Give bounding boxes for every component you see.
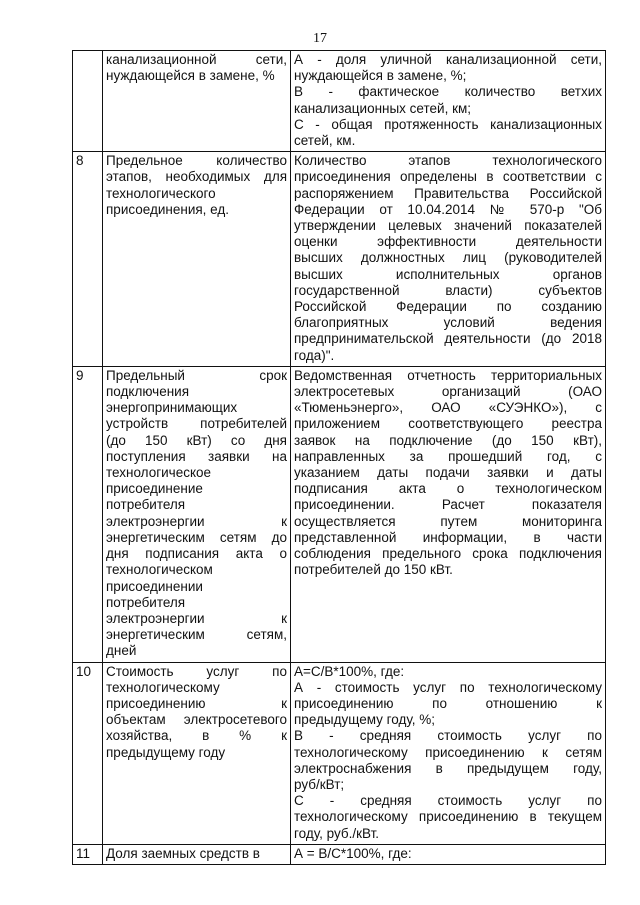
indicator-name-line: технологическом <box>106 562 213 578</box>
indicator-name-line: технологическое <box>106 465 212 481</box>
indicator-description-line: году, руб./кВт. <box>294 825 380 841</box>
indicator-name-line: технологического <box>106 185 216 201</box>
indicator-name-line: дней <box>106 643 137 659</box>
indicator-description-line: предпринимательской деятельности (до 2018 <box>294 331 602 347</box>
indicator-description-line: осуществляется путем мониторинга <box>294 513 602 529</box>
indicator-name-line: канализационной сети, <box>106 52 287 67</box>
row-number: 11 <box>73 844 103 864</box>
indicator-description-line: присоединению по отношению к <box>294 695 602 711</box>
indicator-description-line: благоприятных условий ведения <box>294 315 602 331</box>
indicator-name-line: потребителя <box>106 497 186 513</box>
indicator-name <box>103 844 291 864</box>
indicator-name-line: этапов, необходимых для <box>106 169 287 185</box>
indicator-description-line: направленных за прошедший год, с <box>294 448 602 464</box>
indicator-description-line: руб/кВт; <box>294 776 345 792</box>
indicator-description-line: соблюдения предельного срока подключения <box>294 546 602 562</box>
table-row <box>73 366 606 662</box>
indicator-name-line: дня подписания акта о <box>106 546 287 562</box>
indicator-name <box>103 51 291 152</box>
indicator-description-line: В - фактическое количество ветхих <box>294 84 602 100</box>
indicator-description-line: присоединения определены в соответствии с <box>294 169 602 185</box>
indicator-description-line: Количество этапов технологического <box>294 153 602 169</box>
indicator-description-line: приложением соответствующего реестра <box>294 416 602 432</box>
indicator-description-line: присоединении. Расчет показателя <box>294 497 602 513</box>
indicator-description <box>291 662 606 844</box>
indicator-name-line: объектам электросетевого <box>106 712 287 728</box>
row-number: 9 <box>73 366 103 662</box>
indicator-name-line: поступления заявки на <box>106 448 287 464</box>
table-row <box>73 844 606 864</box>
indicator-description-line: указанием даты подачи заявки и даты <box>294 465 602 481</box>
indicator-name-line: потребителя <box>106 594 186 610</box>
indicator-description <box>291 366 606 662</box>
indicator-name <box>103 662 291 844</box>
indicator-name-line: Доля заемных средств в <box>106 845 260 861</box>
indicator-name-line: Предельный срок <box>106 367 287 383</box>
indicator-name-line: технологическому <box>106 679 220 695</box>
indicator-name-line: энергопринимающих <box>106 400 238 416</box>
indicator-description-line: сетей, км. <box>294 133 356 149</box>
indicator-description <box>291 844 606 864</box>
indicator-description-line: технологическому присоединению в текущем <box>294 809 602 825</box>
indicator-name-line: энергетическим сетям до <box>106 529 287 545</box>
indicator-name-line: присоединению к <box>106 695 287 711</box>
table-row <box>73 662 606 844</box>
indicator-description-line: А = В/С*100%, где: <box>294 845 412 861</box>
indicator-name-line: устройств потребителей <box>106 416 287 432</box>
indicator-description-line: А - стоимость услуг по технологическому <box>294 679 602 695</box>
indicator-name <box>103 366 291 662</box>
indicator-name-line: хозяйства, в % к <box>106 728 287 744</box>
indicator-name-line: предыдущему году <box>106 744 226 760</box>
indicator-description-line: технологическому присоединению к сетям <box>294 744 602 760</box>
indicator-name <box>103 152 291 367</box>
indicator-name-line: энергетическим сетям, <box>106 627 287 643</box>
indicator-name-line: Стоимость услуг по <box>106 663 287 679</box>
indicator-description-line: Федерации от 10.04.2014 № 570-р "Об <box>294 201 602 217</box>
indicator-description-line: С - средняя стоимость услуг по <box>294 793 602 809</box>
indicator-description-line: А - доля уличной канализационной сети, <box>294 52 602 67</box>
indicator-description-line: канализационных сетей, км; <box>294 100 472 116</box>
indicator-description-line: предыдущему году, %; <box>294 712 436 728</box>
row-number <box>73 51 103 152</box>
indicator-description-line: С - общая протяженность канализационных <box>294 116 602 132</box>
indicator-description <box>291 51 606 152</box>
table-row <box>73 51 606 152</box>
indicator-description-line: Российской Федерации по созданию <box>294 299 602 315</box>
indicator-description-line: подписания акта о технологическом <box>294 481 602 497</box>
indicator-name-line: электроэнергии к <box>106 610 287 626</box>
table-row <box>73 152 606 367</box>
indicator-name-line: присоединения, ед. <box>106 201 230 217</box>
indicator-name-line: присоединении <box>106 578 203 594</box>
row-number: 10 <box>73 662 103 844</box>
indicator-description-line: государственной власти) субъектов <box>294 282 602 298</box>
indicator-name-line: присоединение <box>106 481 203 497</box>
indicator-description-line: нуждающейся в замене, %; <box>294 68 467 84</box>
indicator-description-line: потребителей до 150 кВт. <box>294 562 453 578</box>
indicator-description-line: А=С/В*100%, где: <box>294 663 405 679</box>
page-number: 17 <box>313 31 327 46</box>
indicator-description-line: «Тюменьэнерго», ОАО «СУЭНКО»), с <box>294 400 602 416</box>
indicator-name-line: Предельное количество <box>106 153 287 169</box>
indicator-description-line: распоряжением Правительства Российской <box>294 185 602 201</box>
indicator-description-line: электросетевых организаций (ОАО <box>294 384 602 400</box>
indicator-description-line: высших должностных лиц (руководителей <box>294 250 602 266</box>
indicator-description-line: представленной информации, в части <box>294 529 602 545</box>
indicator-description-line: заявок на подключение (до 150 кВт), <box>294 432 602 448</box>
indicator-description-line: электроснабжения в предыдущем году, <box>294 760 602 776</box>
indicator-description-line: В - средняя стоимость услуг по <box>294 728 602 744</box>
indicator-description <box>291 152 606 367</box>
indicator-name-line: (до 150 кВт) со дня <box>106 432 287 448</box>
indicator-description-line: утверждении целевых значений показателей <box>294 218 602 234</box>
indicator-description-line: Ведомственная отчетность территориальных <box>294 367 602 383</box>
indicator-description-line: высших исполнительных органов <box>294 266 602 282</box>
indicator-description-line: года)". <box>294 347 335 363</box>
indicator-name-line: электроэнергии к <box>106 513 287 529</box>
row-number: 8 <box>73 152 103 367</box>
indicator-name-line: нуждающейся в замене, % <box>106 68 275 84</box>
indicator-description-line: оценки эффективности деятельности <box>294 234 602 250</box>
indicator-name-line: подключения <box>106 384 190 400</box>
indicators-table <box>72 50 606 865</box>
